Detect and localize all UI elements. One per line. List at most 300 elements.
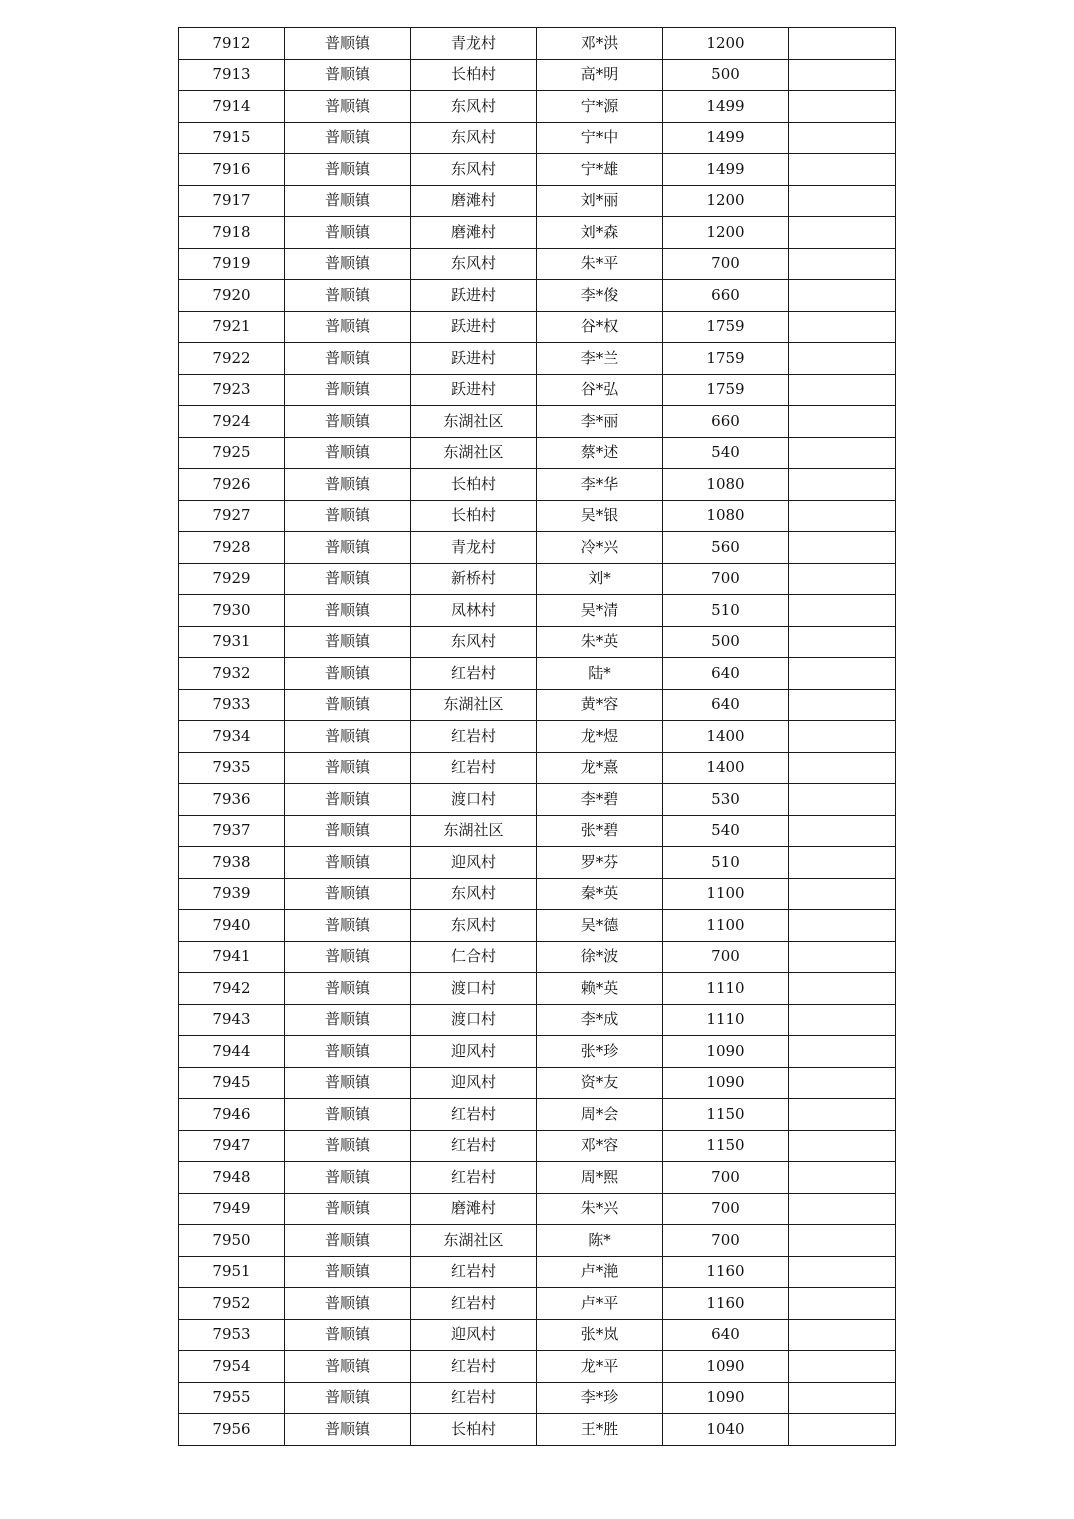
cell-note [789,1351,896,1383]
cell-amount: 660 [663,406,789,438]
cell-village: 青龙村 [411,28,537,60]
cell-serial-number: 7952 [179,1288,285,1320]
cell-name: 谷*弘 [537,374,663,406]
cell-village: 迎风村 [411,1036,537,1068]
cell-village: 渡口村 [411,1004,537,1036]
cell-name: 刘*丽 [537,185,663,217]
cell-note [789,878,896,910]
cell-town: 普顺镇 [285,626,411,658]
table-row [179,1256,896,1288]
cell-amount: 700 [663,1193,789,1225]
cell-village: 磨滩村 [411,217,537,249]
cell-name: 黄*容 [537,689,663,721]
table-row [179,1193,896,1225]
cell-name: 罗*芬 [537,847,663,879]
table-row [179,815,896,847]
cell-village: 长柏村 [411,1414,537,1446]
cell-amount: 640 [663,658,789,690]
cell-town: 普顺镇 [285,721,411,753]
cell-amount: 1759 [663,311,789,343]
cell-village: 迎风村 [411,1319,537,1351]
cell-village: 磨滩村 [411,185,537,217]
cell-village: 迎风村 [411,1067,537,1099]
cell-note [789,1414,896,1446]
cell-village: 长柏村 [411,500,537,532]
cell-amount: 530 [663,784,789,816]
cell-town: 普顺镇 [285,406,411,438]
cell-serial-number: 7950 [179,1225,285,1257]
cell-village: 东湖社区 [411,815,537,847]
cell-town: 普顺镇 [285,1162,411,1194]
cell-village: 红岩村 [411,752,537,784]
cell-amount: 1200 [663,217,789,249]
cell-town: 普顺镇 [285,941,411,973]
cell-town: 普顺镇 [285,1288,411,1320]
cell-note [789,1225,896,1257]
cell-serial-number: 7937 [179,815,285,847]
roster-table-body [179,28,896,1446]
cell-name: 龙*熹 [537,752,663,784]
cell-name: 周*熙 [537,1162,663,1194]
cell-town: 普顺镇 [285,1225,411,1257]
cell-town: 普顺镇 [285,1067,411,1099]
table-row [179,469,896,501]
cell-note [789,563,896,595]
cell-amount: 500 [663,626,789,658]
table-row [179,973,896,1005]
table-row [179,1099,896,1131]
cell-amount: 700 [663,248,789,280]
cell-village: 磨滩村 [411,1193,537,1225]
cell-town: 普顺镇 [285,1414,411,1446]
cell-amount: 510 [663,847,789,879]
cell-amount: 660 [663,280,789,312]
cell-amount: 1759 [663,343,789,375]
cell-name: 张*碧 [537,815,663,847]
cell-serial-number: 7935 [179,752,285,784]
table-row [179,847,896,879]
cell-name: 宁*雄 [537,154,663,186]
table-row [179,910,896,942]
table-row [179,721,896,753]
cell-note [789,1099,896,1131]
cell-village: 东风村 [411,626,537,658]
cell-note [789,500,896,532]
cell-town: 普顺镇 [285,847,411,879]
cell-town: 普顺镇 [285,595,411,627]
table-row [179,1067,896,1099]
cell-name: 秦*英 [537,878,663,910]
cell-name: 宁*源 [537,91,663,123]
cell-name: 周*会 [537,1099,663,1131]
table-row [179,154,896,186]
cell-serial-number: 7955 [179,1382,285,1414]
cell-note [789,1067,896,1099]
cell-serial-number: 7914 [179,91,285,123]
cell-amount: 1150 [663,1099,789,1131]
cell-village: 东风村 [411,248,537,280]
cell-note [789,437,896,469]
cell-amount: 1100 [663,878,789,910]
cell-amount: 1090 [663,1382,789,1414]
table-row [179,1319,896,1351]
cell-note [789,910,896,942]
cell-village: 红岩村 [411,1351,537,1383]
table-row [179,626,896,658]
cell-serial-number: 7943 [179,1004,285,1036]
cell-name: 王*胜 [537,1414,663,1446]
table-row [179,752,896,784]
cell-amount: 1759 [663,374,789,406]
cell-town: 普顺镇 [285,217,411,249]
cell-serial-number: 7938 [179,847,285,879]
cell-name: 冷*兴 [537,532,663,564]
cell-town: 普顺镇 [285,437,411,469]
table-row [179,1225,896,1257]
cell-village: 红岩村 [411,721,537,753]
cell-town: 普顺镇 [285,1004,411,1036]
cell-serial-number: 7922 [179,343,285,375]
table-row [179,563,896,595]
cell-amount: 1200 [663,185,789,217]
cell-amount: 700 [663,941,789,973]
cell-town: 普顺镇 [285,910,411,942]
cell-serial-number: 7925 [179,437,285,469]
cell-town: 普顺镇 [285,532,411,564]
cell-serial-number: 7921 [179,311,285,343]
cell-note [789,59,896,91]
cell-town: 普顺镇 [285,248,411,280]
cell-town: 普顺镇 [285,658,411,690]
cell-village: 红岩村 [411,658,537,690]
cell-village: 长柏村 [411,469,537,501]
cell-amount: 700 [663,1225,789,1257]
cell-name: 刘*森 [537,217,663,249]
table-row [179,595,896,627]
cell-name: 徐*波 [537,941,663,973]
cell-town: 普顺镇 [285,689,411,721]
cell-note [789,311,896,343]
cell-amount: 1080 [663,500,789,532]
cell-note [789,1162,896,1194]
cell-name: 李*兰 [537,343,663,375]
cell-amount: 540 [663,815,789,847]
cell-note [789,532,896,564]
cell-amount: 1499 [663,122,789,154]
cell-town: 普顺镇 [285,752,411,784]
cell-note [789,374,896,406]
cell-village: 红岩村 [411,1099,537,1131]
cell-amount: 1090 [663,1351,789,1383]
cell-serial-number: 7932 [179,658,285,690]
table-row [179,784,896,816]
cell-name: 谷*权 [537,311,663,343]
cell-serial-number: 7920 [179,280,285,312]
cell-name: 李*俊 [537,280,663,312]
table-row [179,28,896,60]
cell-name: 宁*中 [537,122,663,154]
cell-note [789,217,896,249]
cell-town: 普顺镇 [285,469,411,501]
cell-serial-number: 7916 [179,154,285,186]
cell-serial-number: 7940 [179,910,285,942]
cell-town: 普顺镇 [285,500,411,532]
cell-town: 普顺镇 [285,1382,411,1414]
cell-serial-number: 7919 [179,248,285,280]
cell-note [789,784,896,816]
table-row [179,689,896,721]
cell-serial-number: 7934 [179,721,285,753]
cell-village: 东风村 [411,154,537,186]
cell-note [789,122,896,154]
table-row [179,500,896,532]
cell-note [789,469,896,501]
cell-note [789,847,896,879]
table-row [179,1130,896,1162]
table-row [179,1351,896,1383]
cell-serial-number: 7912 [179,28,285,60]
cell-name: 李*华 [537,469,663,501]
cell-amount: 1090 [663,1036,789,1068]
cell-serial-number: 7948 [179,1162,285,1194]
cell-village: 东湖社区 [411,1225,537,1257]
cell-village: 红岩村 [411,1382,537,1414]
cell-village: 长柏村 [411,59,537,91]
subsidy-roster-table [178,27,896,1446]
cell-name: 李*碧 [537,784,663,816]
cell-note [789,280,896,312]
cell-amount: 700 [663,1162,789,1194]
cell-village: 红岩村 [411,1162,537,1194]
cell-name: 高*明 [537,59,663,91]
cell-town: 普顺镇 [285,122,411,154]
table-row [179,185,896,217]
table-row [179,878,896,910]
table-row [179,122,896,154]
table-row [179,217,896,249]
cell-serial-number: 7951 [179,1256,285,1288]
cell-note [789,28,896,60]
cell-serial-number: 7915 [179,122,285,154]
cell-amount: 640 [663,1319,789,1351]
cell-name: 陈* [537,1225,663,1257]
table-row [179,1288,896,1320]
cell-name: 李*成 [537,1004,663,1036]
table-row [179,280,896,312]
cell-name: 邓*洪 [537,28,663,60]
table-row [179,437,896,469]
cell-town: 普顺镇 [285,784,411,816]
cell-town: 普顺镇 [285,563,411,595]
cell-serial-number: 7926 [179,469,285,501]
cell-town: 普顺镇 [285,59,411,91]
cell-serial-number: 7945 [179,1067,285,1099]
table-row [179,1004,896,1036]
cell-name: 卢*平 [537,1288,663,1320]
cell-amount: 1160 [663,1288,789,1320]
cell-village: 东湖社区 [411,437,537,469]
cell-serial-number: 7927 [179,500,285,532]
cell-amount: 1080 [663,469,789,501]
cell-name: 朱*英 [537,626,663,658]
cell-serial-number: 7931 [179,626,285,658]
table-row [179,941,896,973]
cell-amount: 700 [663,563,789,595]
cell-town: 普顺镇 [285,1193,411,1225]
cell-serial-number: 7944 [179,1036,285,1068]
cell-name: 赖*英 [537,973,663,1005]
cell-amount: 560 [663,532,789,564]
cell-village: 东风村 [411,91,537,123]
cell-serial-number: 7913 [179,59,285,91]
table-row [179,1162,896,1194]
cell-amount: 540 [663,437,789,469]
cell-name: 陆* [537,658,663,690]
cell-name: 资*友 [537,1067,663,1099]
cell-note [789,1256,896,1288]
table-row [179,532,896,564]
table-row [179,343,896,375]
cell-name: 李*丽 [537,406,663,438]
table-row [179,406,896,438]
cell-name: 刘* [537,563,663,595]
table-row [179,1414,896,1446]
cell-amount: 1040 [663,1414,789,1446]
cell-note [789,406,896,438]
cell-name: 龙*平 [537,1351,663,1383]
cell-note [789,91,896,123]
table-row [179,1036,896,1068]
table-row [179,91,896,123]
cell-serial-number: 7956 [179,1414,285,1446]
cell-amount: 1400 [663,752,789,784]
table-row [179,248,896,280]
cell-note [789,343,896,375]
cell-serial-number: 7949 [179,1193,285,1225]
cell-note [789,658,896,690]
cell-serial-number: 7954 [179,1351,285,1383]
cell-amount: 510 [663,595,789,627]
cell-name: 李*珍 [537,1382,663,1414]
cell-note [789,1004,896,1036]
cell-name: 张*珍 [537,1036,663,1068]
cell-name: 朱*平 [537,248,663,280]
cell-note [789,752,896,784]
cell-name: 朱*兴 [537,1193,663,1225]
cell-amount: 1090 [663,1067,789,1099]
cell-village: 红岩村 [411,1256,537,1288]
cell-village: 青龙村 [411,532,537,564]
table-row [179,59,896,91]
cell-town: 普顺镇 [285,815,411,847]
cell-note [789,1288,896,1320]
cell-serial-number: 7924 [179,406,285,438]
cell-note [789,689,896,721]
cell-village: 东风村 [411,878,537,910]
cell-town: 普顺镇 [285,374,411,406]
cell-serial-number: 7928 [179,532,285,564]
cell-town: 普顺镇 [285,154,411,186]
cell-note [789,815,896,847]
cell-serial-number: 7923 [179,374,285,406]
cell-serial-number: 7939 [179,878,285,910]
cell-town: 普顺镇 [285,1130,411,1162]
cell-amount: 500 [663,59,789,91]
cell-village: 仁合村 [411,941,537,973]
cell-serial-number: 7942 [179,973,285,1005]
table-row [179,374,896,406]
cell-village: 新桥村 [411,563,537,595]
table-row [179,1382,896,1414]
cell-name: 张*岚 [537,1319,663,1351]
table-row [179,311,896,343]
cell-amount: 1200 [663,28,789,60]
cell-note [789,248,896,280]
cell-town: 普顺镇 [285,280,411,312]
cell-village: 东湖社区 [411,689,537,721]
cell-note [789,626,896,658]
cell-amount: 1499 [663,91,789,123]
cell-name: 邓*容 [537,1130,663,1162]
cell-note [789,1036,896,1068]
cell-name: 卢*滟 [537,1256,663,1288]
cell-serial-number: 7917 [179,185,285,217]
cell-serial-number: 7933 [179,689,285,721]
cell-town: 普顺镇 [285,973,411,1005]
cell-village: 东湖社区 [411,406,537,438]
cell-town: 普顺镇 [285,1099,411,1131]
cell-amount: 1110 [663,1004,789,1036]
table-row [179,658,896,690]
cell-village: 跃进村 [411,343,537,375]
cell-name: 龙*煜 [537,721,663,753]
cell-name: 蔡*述 [537,437,663,469]
cell-town: 普顺镇 [285,878,411,910]
cell-serial-number: 7953 [179,1319,285,1351]
cell-amount: 1160 [663,1256,789,1288]
cell-serial-number: 7946 [179,1099,285,1131]
cell-name: 吴*银 [537,500,663,532]
cell-serial-number: 7930 [179,595,285,627]
cell-note [789,973,896,1005]
cell-amount: 1499 [663,154,789,186]
cell-serial-number: 7941 [179,941,285,973]
cell-note [789,1193,896,1225]
cell-village: 迎风村 [411,847,537,879]
cell-town: 普顺镇 [285,185,411,217]
cell-note [789,595,896,627]
cell-village: 跃进村 [411,280,537,312]
cell-amount: 640 [663,689,789,721]
cell-serial-number: 7918 [179,217,285,249]
cell-amount: 1150 [663,1130,789,1162]
cell-village: 跃进村 [411,311,537,343]
cell-town: 普顺镇 [285,1319,411,1351]
cell-town: 普顺镇 [285,91,411,123]
cell-village: 东风村 [411,122,537,154]
cell-village: 渡口村 [411,784,537,816]
cell-name: 吴*德 [537,910,663,942]
cell-amount: 1100 [663,910,789,942]
cell-village: 红岩村 [411,1130,537,1162]
cell-town: 普顺镇 [285,1256,411,1288]
cell-note [789,1319,896,1351]
cell-town: 普顺镇 [285,343,411,375]
cell-note [789,185,896,217]
cell-village: 渡口村 [411,973,537,1005]
cell-note [789,721,896,753]
cell-serial-number: 7936 [179,784,285,816]
